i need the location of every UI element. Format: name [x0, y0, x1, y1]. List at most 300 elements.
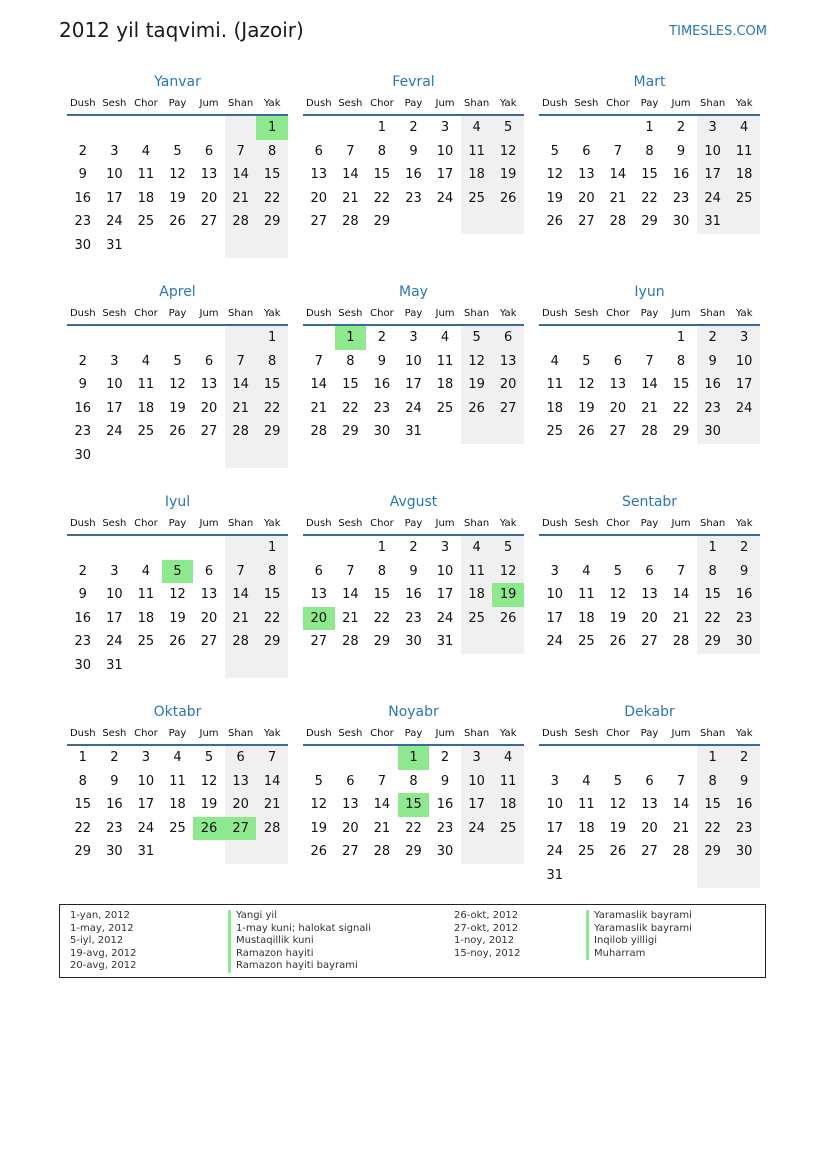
day-cell[interactable]: 9	[440, 773, 450, 789]
day-cell[interactable]: 26	[169, 214, 186, 230]
day-cell[interactable]: 19	[492, 163, 524, 187]
day-cell[interactable]: 8	[676, 353, 686, 369]
day-cell[interactable]: 9	[676, 143, 686, 159]
day-cell[interactable]: 1	[377, 120, 387, 135]
day-cell[interactable]: 25	[137, 424, 155, 440]
day-cell[interactable]: 19	[609, 820, 627, 836]
day-cell[interactable]: 16	[74, 610, 92, 626]
day-cell[interactable]: 7	[613, 143, 623, 159]
day-cell[interactable]: 3	[461, 746, 493, 770]
day-cell[interactable]: 9	[377, 353, 387, 369]
day-cell[interactable]: 15	[398, 793, 430, 817]
day-cell[interactable]: 18	[137, 610, 155, 626]
day-cell[interactable]: 17	[728, 373, 760, 397]
day-cell[interactable]: 13	[342, 797, 359, 813]
day-cell[interactable]: 26	[310, 844, 328, 860]
day-cell[interactable]: 21	[225, 397, 257, 421]
day-cell[interactable]: 4	[582, 563, 591, 579]
day-cell[interactable]: 27	[492, 397, 524, 421]
day-cell[interactable]: 7	[676, 563, 686, 579]
day-cell[interactable]: 19	[169, 400, 186, 416]
day-cell[interactable]: 6	[645, 563, 654, 579]
day-cell[interactable]: 31	[405, 424, 422, 440]
day-cell[interactable]: 8	[346, 353, 355, 369]
day-cell[interactable]: 30	[74, 447, 92, 463]
day-cell[interactable]: 30	[672, 214, 690, 230]
day-cell[interactable]: 18	[546, 400, 564, 416]
day-cell[interactable]: 20	[200, 610, 218, 626]
day-cell[interactable]: 4	[141, 563, 151, 579]
day-cell[interactable]: 8	[645, 143, 654, 159]
day-cell[interactable]: 20	[200, 400, 218, 416]
day-cell[interactable]: 28	[373, 844, 391, 860]
day-cell[interactable]: 10	[106, 377, 123, 393]
day-cell[interactable]: 10	[697, 140, 729, 164]
day-cell[interactable]: 12	[169, 587, 186, 603]
day-cell[interactable]: 4	[492, 746, 524, 770]
day-cell[interactable]: 20	[492, 373, 524, 397]
day-cell[interactable]: 22	[342, 400, 359, 416]
day-cell[interactable]: 12	[461, 350, 493, 374]
day-cell[interactable]: 5	[204, 750, 214, 765]
day-cell[interactable]: 21	[641, 400, 658, 416]
day-cell[interactable]: 4	[173, 750, 182, 765]
day-cell[interactable]: 31	[106, 237, 123, 253]
day-cell[interactable]: 13	[609, 377, 627, 393]
day-cell[interactable]: 14	[256, 770, 288, 794]
day-cell[interactable]: 2	[728, 536, 760, 560]
day-cell[interactable]: 22	[373, 190, 391, 206]
day-cell[interactable]: 30	[436, 844, 454, 860]
day-cell[interactable]: 29	[672, 424, 690, 440]
day-cell[interactable]: 10	[546, 797, 564, 813]
day-cell[interactable]: 15	[672, 377, 690, 393]
day-cell[interactable]: 2	[78, 353, 87, 369]
day-cell[interactable]: 23	[728, 817, 760, 841]
day-cell[interactable]: 23	[373, 400, 391, 416]
day-cell[interactable]: 29	[256, 420, 288, 444]
day-cell[interactable]: 20	[641, 820, 658, 836]
day-cell[interactable]: 28	[225, 210, 257, 234]
day-cell[interactable]: 13	[225, 770, 257, 794]
day-cell[interactable]: 31	[697, 210, 729, 234]
day-cell[interactable]: 13	[200, 377, 218, 393]
day-cell[interactable]: 27	[225, 817, 257, 841]
day-cell[interactable]: 8	[256, 350, 288, 374]
day-cell[interactable]: 24	[461, 817, 493, 841]
day-cell[interactable]: 5	[582, 353, 591, 369]
day-cell[interactable]: 26	[169, 424, 186, 440]
day-cell[interactable]: 26	[609, 844, 627, 860]
day-cell[interactable]: 25	[578, 844, 595, 860]
day-cell[interactable]: 2	[728, 746, 760, 770]
day-cell[interactable]: 7	[645, 353, 654, 369]
day-cell[interactable]: 12	[169, 167, 186, 183]
day-cell[interactable]: 13	[641, 587, 658, 603]
day-cell[interactable]: 16	[405, 167, 422, 183]
day-cell[interactable]: 15	[373, 587, 391, 603]
day-cell[interactable]: 31	[106, 657, 123, 673]
day-cell[interactable]: 27	[641, 844, 658, 860]
day-cell[interactable]: 21	[609, 190, 627, 206]
day-cell[interactable]: 17	[137, 797, 155, 813]
day-cell[interactable]: 5	[461, 326, 493, 350]
day-cell[interactable]: 5	[314, 773, 323, 789]
day-cell[interactable]: 17	[546, 820, 564, 836]
day-cell[interactable]: 21	[225, 607, 257, 631]
day-cell[interactable]: 27	[200, 634, 218, 650]
day-cell[interactable]: 20	[225, 793, 257, 817]
day-cell[interactable]: 1	[645, 120, 654, 135]
day-cell[interactable]: 22	[697, 607, 729, 631]
day-cell[interactable]: 26	[492, 607, 524, 631]
day-cell[interactable]: 27	[578, 214, 595, 230]
day-cell[interactable]: 10	[106, 587, 123, 603]
day-cell[interactable]: 21	[225, 187, 257, 211]
day-cell[interactable]: 20	[609, 400, 627, 416]
day-cell[interactable]: 8	[78, 773, 87, 789]
day-cell[interactable]: 2	[78, 143, 87, 159]
day-cell[interactable]: 1	[335, 326, 367, 350]
day-cell[interactable]: 27	[310, 214, 328, 230]
day-cell[interactable]: 17	[405, 377, 422, 393]
day-cell[interactable]: 16	[106, 797, 123, 813]
day-cell[interactable]: 2	[409, 120, 418, 135]
day-cell[interactable]: 23	[74, 214, 92, 230]
day-cell[interactable]: 29	[342, 424, 359, 440]
day-cell[interactable]: 24	[106, 634, 123, 650]
day-cell[interactable]: 14	[225, 373, 257, 397]
day-cell[interactable]: 7	[676, 773, 686, 789]
day-cell[interactable]: 22	[256, 397, 288, 421]
day-cell[interactable]: 9	[110, 773, 119, 789]
day-cell[interactable]: 8	[256, 140, 288, 164]
day-cell[interactable]: 13	[310, 587, 328, 603]
day-cell[interactable]: 14	[225, 163, 257, 187]
day-cell[interactable]: 24	[436, 610, 454, 626]
day-cell[interactable]: 22	[256, 607, 288, 631]
day-cell[interactable]: 22	[697, 817, 729, 841]
day-cell[interactable]: 25	[492, 817, 524, 841]
day-cell[interactable]: 27	[641, 634, 658, 650]
day-cell[interactable]: 1	[256, 116, 288, 140]
day-cell[interactable]: 14	[373, 797, 391, 813]
day-cell[interactable]: 13	[578, 167, 595, 183]
day-cell[interactable]: 22	[373, 610, 391, 626]
day-cell[interactable]: 30	[728, 630, 760, 654]
day-cell[interactable]: 2	[697, 326, 729, 350]
day-cell[interactable]: 7	[225, 350, 257, 374]
day-cell[interactable]: 24	[405, 400, 422, 416]
day-cell[interactable]: 26	[609, 634, 627, 650]
day-cell[interactable]: 15	[697, 793, 729, 817]
day-cell[interactable]: 28	[672, 634, 690, 650]
day-cell[interactable]: 16	[405, 587, 422, 603]
day-cell[interactable]: 14	[641, 377, 658, 393]
day-cell[interactable]: 3	[409, 330, 418, 345]
day-cell[interactable]: 13	[310, 167, 328, 183]
day-cell[interactable]: 6	[582, 143, 591, 159]
day-cell[interactable]: 29	[641, 214, 658, 230]
day-cell[interactable]: 9	[78, 167, 87, 183]
day-cell[interactable]: 7	[314, 353, 323, 369]
day-cell[interactable]: 8	[377, 143, 387, 159]
day-cell[interactable]: 13	[200, 167, 218, 183]
day-cell[interactable]: 10	[461, 770, 493, 794]
day-cell[interactable]: 16	[672, 167, 690, 183]
day-cell[interactable]: 10	[436, 563, 454, 579]
day-cell[interactable]: 25	[578, 634, 595, 650]
day-cell[interactable]: 14	[609, 167, 627, 183]
day-cell[interactable]: 29	[256, 630, 288, 654]
day-cell[interactable]: 31	[137, 844, 155, 860]
day-cell[interactable]: 30	[373, 424, 391, 440]
day-cell[interactable]: 10	[546, 587, 564, 603]
day-cell[interactable]: 4	[550, 353, 559, 369]
day-cell[interactable]: 25	[137, 214, 155, 230]
day-cell[interactable]: 22	[256, 187, 288, 211]
day-cell[interactable]: 19	[461, 373, 493, 397]
day-cell[interactable]: 9	[78, 587, 87, 603]
day-cell[interactable]: 11	[436, 353, 454, 369]
day-cell[interactable]: 28	[672, 844, 690, 860]
day-cell[interactable]: 8	[409, 773, 418, 789]
day-cell[interactable]: 4	[141, 353, 151, 369]
day-cell[interactable]: 15	[256, 163, 288, 187]
day-cell[interactable]: 19	[609, 610, 627, 626]
day-cell[interactable]: 4	[728, 116, 760, 140]
day-cell[interactable]: 27	[200, 424, 218, 440]
day-cell[interactable]: 27	[200, 214, 218, 230]
day-cell[interactable]: 7	[225, 560, 257, 584]
day-cell[interactable]: 6	[204, 353, 214, 369]
day-cell[interactable]: 27	[342, 844, 359, 860]
day-cell[interactable]: 28	[310, 424, 328, 440]
day-cell[interactable]: 12	[492, 140, 524, 164]
day-cell[interactable]: 30	[74, 657, 92, 673]
day-cell[interactable]: 18	[169, 797, 186, 813]
day-cell[interactable]: 7	[256, 746, 288, 770]
day-cell[interactable]: 29	[697, 840, 729, 864]
day-cell[interactable]: 18	[578, 820, 595, 836]
day-cell[interactable]: 25	[728, 187, 760, 211]
day-cell[interactable]: 16	[373, 377, 391, 393]
day-cell[interactable]: 24	[106, 214, 123, 230]
day-cell[interactable]: 10	[728, 350, 760, 374]
day-cell[interactable]: 11	[578, 587, 595, 603]
day-cell[interactable]: 4	[582, 773, 591, 789]
day-cell[interactable]: 6	[492, 326, 524, 350]
day-cell[interactable]: 17	[461, 793, 493, 817]
day-cell[interactable]: 10	[405, 353, 422, 369]
day-cell[interactable]: 2	[409, 540, 418, 555]
day-cell[interactable]: 30	[405, 634, 422, 650]
day-cell[interactable]: 12	[609, 587, 627, 603]
day-cell[interactable]: 21	[342, 610, 359, 626]
day-cell[interactable]: 14	[225, 583, 257, 607]
day-cell[interactable]: 2	[110, 750, 119, 765]
day-cell[interactable]: 25	[137, 634, 155, 650]
day-cell[interactable]: 30	[697, 420, 729, 444]
day-cell[interactable]: 29	[256, 210, 288, 234]
day-cell[interactable]: 2	[440, 750, 450, 765]
day-cell[interactable]: 24	[106, 424, 123, 440]
day-cell[interactable]: 3	[440, 540, 450, 555]
day-cell[interactable]: 11	[728, 140, 760, 164]
day-cell[interactable]: 12	[169, 377, 186, 393]
day-cell[interactable]: 4	[461, 536, 493, 560]
day-cell[interactable]: 9	[728, 770, 760, 794]
day-cell[interactable]: 11	[137, 167, 155, 183]
day-cell[interactable]: 2	[377, 330, 387, 345]
day-cell[interactable]: 12	[546, 167, 564, 183]
day-cell[interactable]: 1	[377, 540, 387, 555]
day-cell[interactable]: 14	[342, 167, 359, 183]
day-cell[interactable]: 25	[546, 424, 564, 440]
day-cell[interactable]: 5	[492, 536, 524, 560]
day-cell[interactable]: 6	[314, 563, 323, 579]
day-cell[interactable]: 20	[200, 190, 218, 206]
day-cell[interactable]: 17	[106, 190, 123, 206]
day-cell[interactable]: 19	[310, 820, 328, 836]
day-cell[interactable]: 15	[256, 373, 288, 397]
day-cell[interactable]: 15	[342, 377, 359, 393]
day-cell[interactable]: 10	[137, 773, 155, 789]
day-cell[interactable]: 11	[137, 377, 155, 393]
day-cell[interactable]: 10	[436, 143, 454, 159]
day-cell[interactable]: 30	[74, 237, 92, 253]
day-cell[interactable]: 8	[697, 770, 729, 794]
day-cell[interactable]: 11	[169, 773, 186, 789]
day-cell[interactable]: 25	[461, 607, 493, 631]
day-cell[interactable]: 23	[405, 610, 422, 626]
day-cell[interactable]: 3	[110, 143, 119, 159]
day-cell[interactable]: 9	[409, 563, 418, 579]
day-cell[interactable]: 24	[137, 820, 155, 836]
day-cell[interactable]: 12	[492, 560, 524, 584]
day-cell[interactable]: 16	[728, 793, 760, 817]
day-cell[interactable]: 3	[697, 116, 729, 140]
day-cell[interactable]: 17	[546, 610, 564, 626]
day-cell[interactable]: 15	[697, 583, 729, 607]
day-cell[interactable]: 30	[106, 844, 123, 860]
day-cell[interactable]: 26	[169, 634, 186, 650]
day-cell[interactable]: 16	[74, 190, 92, 206]
day-cell[interactable]: 17	[436, 167, 454, 183]
day-cell[interactable]: 24	[728, 397, 760, 421]
day-cell[interactable]: 11	[461, 140, 493, 164]
day-cell[interactable]: 29	[373, 634, 391, 650]
day-cell[interactable]: 13	[641, 797, 658, 813]
day-cell[interactable]: 29	[697, 630, 729, 654]
day-cell[interactable]: 18	[436, 377, 454, 393]
day-cell[interactable]: 24	[546, 844, 564, 860]
day-cell[interactable]: 20	[578, 190, 595, 206]
day-cell[interactable]: 19	[200, 797, 218, 813]
day-cell[interactable]: 28	[609, 214, 627, 230]
day-cell[interactable]: 16	[728, 583, 760, 607]
day-cell[interactable]: 22	[405, 820, 422, 836]
day-cell[interactable]: 12	[578, 377, 595, 393]
day-cell[interactable]: 23	[74, 424, 92, 440]
day-cell[interactable]: 25	[169, 820, 186, 836]
day-cell[interactable]: 2	[78, 563, 87, 579]
day-cell[interactable]: 18	[578, 610, 595, 626]
day-cell[interactable]: 9	[728, 560, 760, 584]
day-cell[interactable]: 1	[78, 750, 87, 765]
day-cell[interactable]: 25	[436, 400, 454, 416]
day-cell[interactable]: 11	[492, 770, 524, 794]
day-cell[interactable]: 20	[310, 190, 328, 206]
day-cell[interactable]: 23	[728, 607, 760, 631]
day-cell[interactable]: 21	[256, 793, 288, 817]
day-cell[interactable]: 18	[461, 583, 493, 607]
day-cell[interactable]: 10	[106, 167, 123, 183]
day-cell[interactable]: 3	[728, 326, 760, 350]
day-cell[interactable]: 26	[578, 424, 595, 440]
day-cell[interactable]: 13	[492, 350, 524, 374]
day-cell[interactable]: 18	[461, 163, 493, 187]
day-cell[interactable]: 5	[613, 563, 623, 579]
day-cell[interactable]: 11	[137, 587, 155, 603]
day-cell[interactable]: 15	[373, 167, 391, 183]
day-cell[interactable]: 18	[492, 793, 524, 817]
day-cell[interactable]: 4	[440, 330, 450, 345]
day-cell[interactable]: 14	[310, 377, 328, 393]
day-cell[interactable]: 13	[200, 587, 218, 603]
day-cell[interactable]: 3	[141, 750, 151, 765]
day-cell[interactable]: 14	[342, 587, 359, 603]
day-cell[interactable]: 18	[137, 190, 155, 206]
day-cell[interactable]: 5	[492, 116, 524, 140]
day-cell[interactable]: 28	[256, 817, 288, 841]
day-cell[interactable]: 12	[310, 797, 328, 813]
day-cell[interactable]: 28	[641, 424, 658, 440]
day-cell[interactable]: 27	[310, 634, 328, 650]
day-cell[interactable]: 4	[141, 143, 151, 159]
day-cell[interactable]: 6	[225, 746, 257, 770]
day-cell[interactable]: 12	[200, 773, 218, 789]
day-cell[interactable]: 24	[697, 187, 729, 211]
day-cell[interactable]: 21	[342, 190, 359, 206]
day-cell[interactable]: 29	[74, 844, 92, 860]
day-cell[interactable]: 3	[440, 120, 450, 135]
day-cell[interactable]: 8	[697, 560, 729, 584]
day-cell[interactable]: 5	[162, 560, 194, 584]
day-cell[interactable]: 1	[256, 536, 288, 560]
day-cell[interactable]: 22	[641, 190, 658, 206]
day-cell[interactable]: 15	[641, 167, 658, 183]
day-cell[interactable]: 23	[74, 634, 92, 650]
day-cell[interactable]: 11	[461, 560, 493, 584]
day-cell[interactable]: 7	[377, 773, 387, 789]
day-cell[interactable]: 23	[106, 820, 123, 836]
day-cell[interactable]: 24	[436, 190, 454, 206]
day-cell[interactable]: 28	[342, 214, 359, 230]
day-cell[interactable]: 4	[461, 116, 493, 140]
day-cell[interactable]: 29	[405, 844, 422, 860]
day-cell[interactable]: 16	[74, 400, 92, 416]
day-cell[interactable]: 3	[110, 563, 119, 579]
day-cell[interactable]: 1	[676, 330, 686, 345]
day-cell[interactable]: 30	[728, 840, 760, 864]
day-cell[interactable]: 21	[672, 820, 690, 836]
day-cell[interactable]: 28	[342, 634, 359, 650]
day-cell[interactable]: 27	[609, 424, 627, 440]
day-cell[interactable]: 16	[697, 373, 729, 397]
day-cell[interactable]: 31	[546, 867, 564, 883]
day-cell[interactable]: 7	[346, 143, 355, 159]
